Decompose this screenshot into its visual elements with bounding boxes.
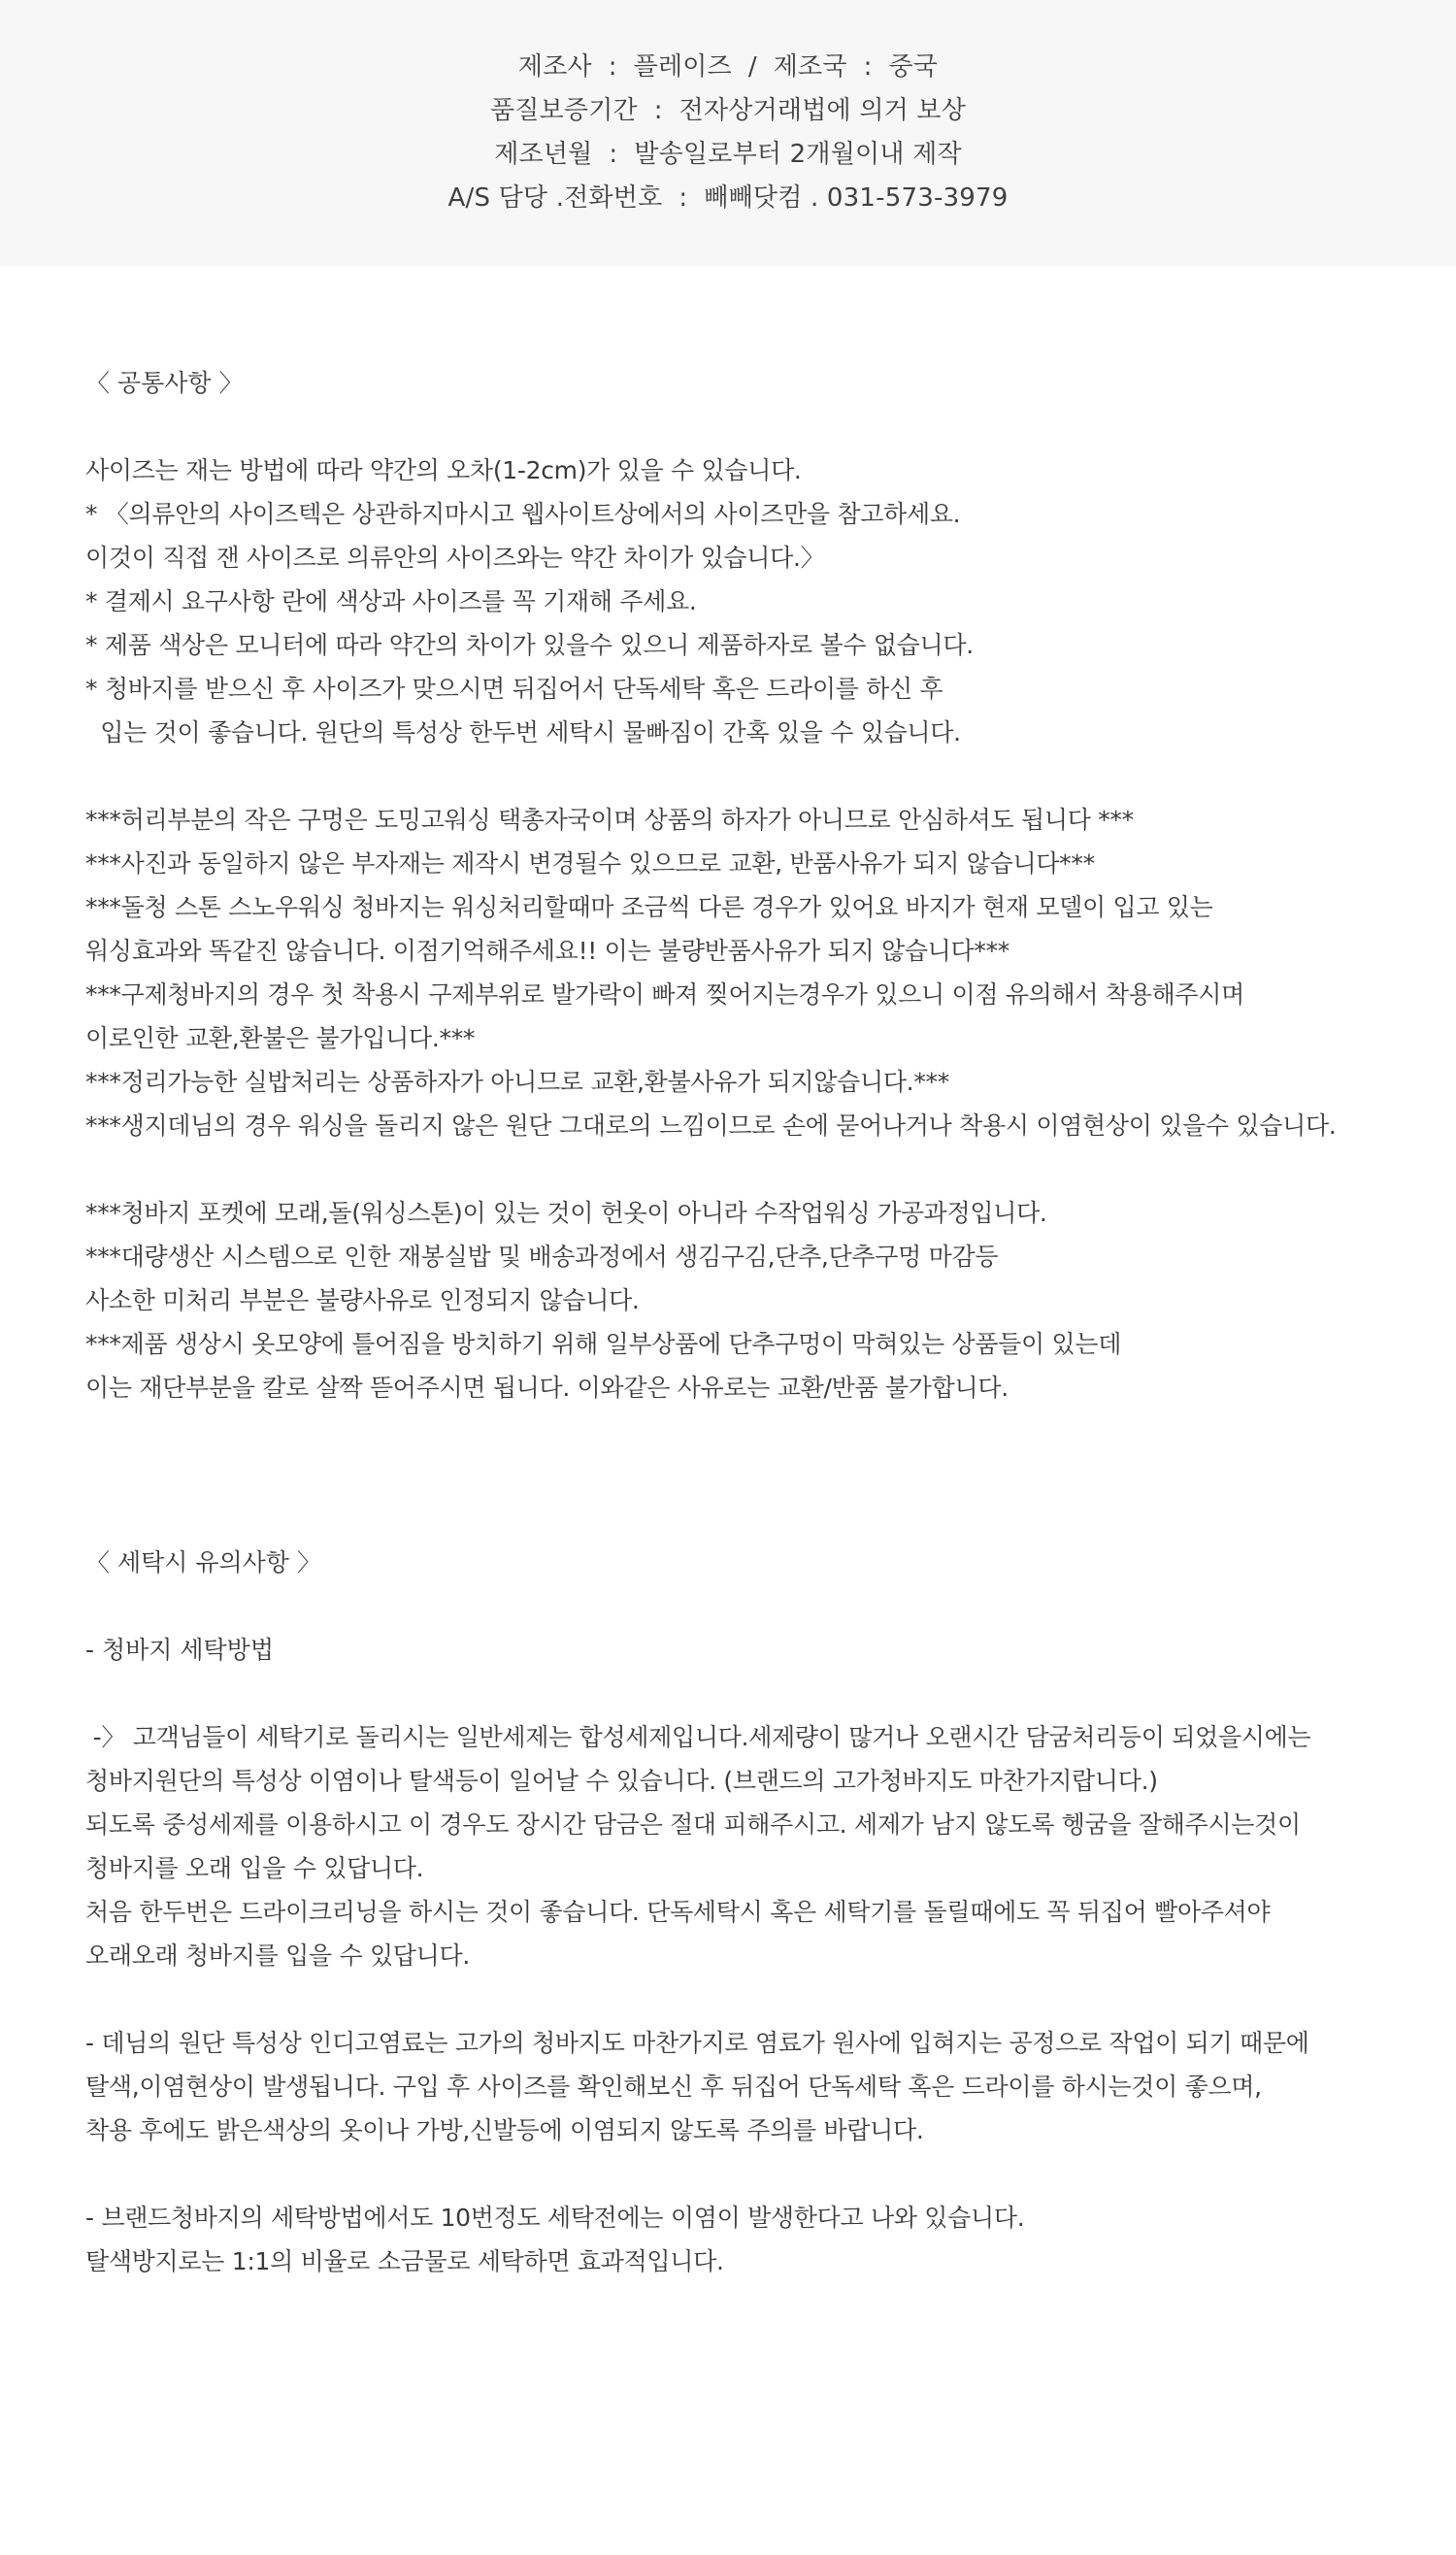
text-line: 되도록 중성세제를 이용하시고 이 경우도 장시간 담금은 절대 피해주시고. 세제가 남지 않도록 헹굼을 잘해주시는것이 — [85, 1810, 1301, 1839]
as-contact-line: A/S 담당 .전화번호 : 빼빼닷컴 . 031-573-3979 — [447, 183, 1009, 213]
text-line: 처음 한두번은 드라이크리닝을 하시는 것이 좋습니다. 단독세탁시 혹은 세탁기를 돌릴때에도 꼭 뒤집어 빨아주셔야 — [85, 1898, 1271, 1926]
text-line: ***정리가능한 실밥처리는 상품하자가 아니므로 교환,환불사유가 되지않습니다.*** — [85, 1068, 949, 1096]
text-line: 이는 재단부분을 칼로 살짝 뜯어주시면 됩니다. 이와같은 사유로는 교환/반품 불가합니다. — [85, 1374, 1009, 1402]
text-line: 사이즈는 재는 방법에 따라 약간의 오차(1-2cm)가 있을 수 있습니다. — [85, 456, 802, 484]
text-line: * 청바지를 받으신 후 사이즈가 맞으시면 뒤집어서 단독세탁 혹은 드라이를 하신 후 — [85, 675, 943, 703]
washing-notice-paragraph-2 — [85, 2021, 1456, 2152]
notice-body — [0, 266, 1456, 2283]
common-notice-paragraph-3 — [85, 1191, 1456, 1410]
text-line: ***대량생산 시스템으로 인한 재봉실밥 및 배송과정에서 생김구김,단추,단추구멍 마감등 — [85, 1243, 999, 1271]
text-line: ***구제청바지의 경우 첫 착용시 구제부위로 발가락이 빠져 찢어지는경우가 있으니 이점 유의해서 착용해주시며 — [85, 980, 1244, 1009]
text-line: ***생지데님의 경우 워싱을 돌리지 않은 원단 그대로의 느낌이므로 손에 묻어나거나 착용시 이염현상이 있을수 있습니다. — [85, 1112, 1337, 1140]
washing-notice-title: 〈 세탁시 유의사항 〉 — [85, 1548, 321, 1576]
text-line: 사소한 미처리 부분은 불량사유로 인정되지 않습니다. — [85, 1286, 640, 1314]
text-line: ***돌청 스톤 스노우워싱 청바지는 워싱처리할때마 조금씩 다른 경우가 있어요 바지가 현재 모델이 입고 있는 — [85, 893, 1213, 921]
text-line: 청바지원단의 특성상 이염이나 탈색등이 일어날 수 있습니다. (브랜드의 고가청바지도 마찬가지랍니다.) — [85, 1767, 1158, 1795]
text-line: ***제품 생상시 옷모양에 틀어짐을 방치하기 위해 일부상품에 단추구멍이 막혀있는 상품들이 있는데 — [85, 1330, 1122, 1358]
product-info-panel — [0, 0, 1456, 266]
common-notice-paragraph-1 — [85, 448, 1456, 754]
text-line: 이것이 직접 잰 사이즈로 의류안의 사이즈와는 약간 차이가 있습니다.〉 — [85, 544, 825, 572]
text-line: - 브랜드청바지의 세탁방법에서도 10번정도 세탁전에는 이염이 발생한다고 나와 있습니다. — [85, 2204, 1025, 2232]
common-notice-title: 〈 공통사항 〉 — [85, 369, 244, 397]
manufacturer-line: 제조사 : 플레이즈 / 제조국 : 중국 — [517, 52, 939, 82]
manufacture-date-line: 제조년월 : 발송일로부터 2개월이내 제작 — [494, 140, 962, 169]
text-line: 입는 것이 좋습니다. 원단의 특성상 한두번 세탁시 물빠짐이 간혹 있을 수 있습니다. — [85, 718, 961, 747]
text-line: 오래오래 청바지를 입을 수 있답니다. — [85, 1941, 470, 1970]
text-line: - 데님의 원단 특성상 인디고염료는 고가의 청바지도 마찬가지로 염료가 원사에 입혀지는 공정으로 작업이 되기 때문에 — [85, 2029, 1309, 2057]
text-line: * 제품 색상은 모니터에 따라 약간의 차이가 있을수 있으니 제품하자로 볼수 없습니다. — [85, 631, 974, 659]
text-line: 워싱효과와 똑같진 않습니다. 이점기억해주세요!! 이는 불량반품사유가 되지 않습니다*** — [85, 937, 1009, 965]
text-line: 탈색방지로는 1:1의 비율로 소금물로 세탁하면 효과적입니다. — [85, 2247, 724, 2275]
text-line: 탈색,이염현상이 발생됩니다. 구입 후 사이즈를 확인해보신 후 뒤집어 단독세탁 혹은 드라이를 하시는것이 좋으며, — [85, 2073, 1262, 2101]
text-line: * 결제시 요구사항 란에 색상과 사이즈를 꼭 기재해 주세요. — [85, 587, 697, 615]
text-line: 이로인한 교환,환불은 불가입니다.*** — [85, 1024, 476, 1052]
warranty-line: 품질보증기간 : 전자상거래법에 의거 보상 — [489, 96, 967, 125]
washing-notice-paragraph-1 — [85, 1715, 1456, 1977]
text-line: 청바지를 오래 입을 수 있답니다. — [85, 1854, 424, 1882]
text-line: * 〈의류안의 사이즈텍은 상관하지마시고 웹사이트상에서의 사이즈만을 참고하세요. — [85, 500, 961, 528]
text-line: ***허리부분의 작은 구멍은 도밍고워싱 택총자국이며 상품의 하자가 아니므로 안심하셔도 됩니다 *** — [85, 806, 1134, 834]
text-line: ***사진과 동일하지 않은 부자재는 제작시 변경될수 있으므로 교환, 반품사유가 되지 않습니다*** — [85, 849, 1095, 878]
text-line: 착용 후에도 밝은색상의 옷이나 가방,신발등에 이염되지 않도록 주의를 바랍니다. — [85, 2116, 924, 2144]
text-line: -〉 고객님들이 세탁기로 돌리시는 일반세제는 합성세제입니다.세제량이 많거나 오랜시간 담굼처리등이 되었을시에는 — [85, 1723, 1311, 1751]
text-line: ***청바지 포켓에 모래,돌(워싱스톤)이 있는 것이 헌옷이 아니라 수작업워싱 가공과정입니다. — [85, 1199, 1047, 1227]
washing-notice-paragraph-3 — [85, 2196, 1456, 2283]
common-notice-paragraph-2 — [85, 798, 1456, 1147]
washing-method-subtitle: - 청바지 세탁방법 — [85, 1636, 274, 1664]
